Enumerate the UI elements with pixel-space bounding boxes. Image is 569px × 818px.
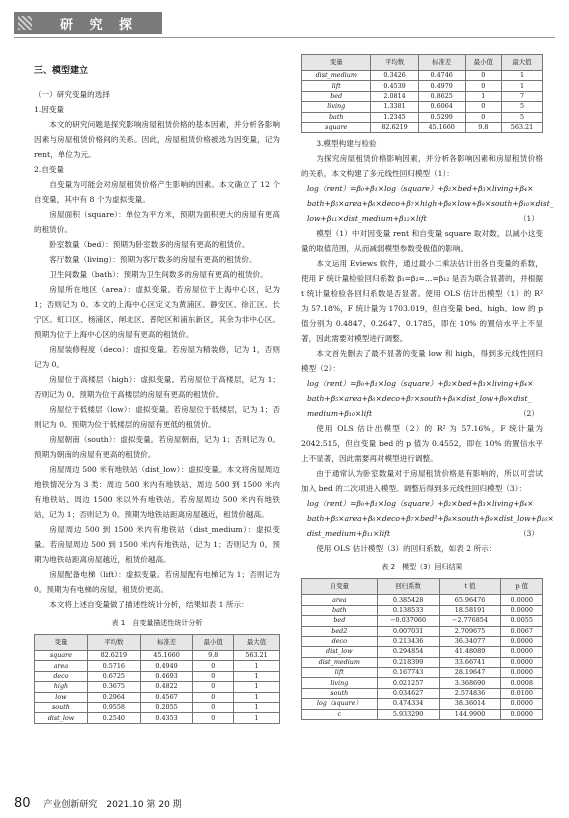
table-cell: 0.5716: [87, 661, 140, 671]
table-row: [302, 605, 543, 615]
table-cell: 0.0000: [501, 699, 543, 709]
equation-2-line: [301, 406, 543, 421]
table-cell: 0.4746: [418, 71, 465, 81]
table2: [301, 578, 543, 720]
table-row: [302, 71, 543, 81]
table-cell: area: [35, 661, 88, 671]
journal-info: 产业创新研究 2021.10 第 20 期: [43, 800, 182, 810]
table-cell: 45.1660: [140, 651, 193, 661]
table-cell: 18.58191: [439, 605, 501, 615]
table-cell: south: [302, 688, 378, 698]
table-cell: 28.19647: [439, 668, 501, 678]
table-row: [302, 636, 543, 646]
table-cell: 2.574836: [439, 688, 501, 698]
table-cell: living: [302, 102, 371, 112]
column-header: 标准差: [418, 55, 465, 71]
column-header: 回归系数: [377, 579, 439, 595]
paragraph: 房屋朝南（south）：虚拟变量。若房屋朝南，记为 1；否则记为 0。预期为朝南的房屋有更高的租赁价。: [34, 435, 280, 459]
paragraph: 房屋位于低楼层（low）：虚拟变量。若房屋位于低楼层，记为 1；否则记为 0。预期为位于低楼层的房屋有更低的租赁价。: [34, 405, 280, 429]
table-row: [302, 91, 543, 101]
header-rule: [14, 37, 555, 38]
paragraph: 房屋装修程度（deco）：虚拟变量。若房屋为精装修，记为 1，否则记为 0。: [34, 345, 280, 369]
table-cell: bed: [302, 91, 371, 101]
equation-3-line: bath+β₅×area+β₆×deco+β₇×bed²+β₈×south+β₉×dist_low+β₁₀×: [307, 514, 554, 524]
table-cell: 0.0000: [501, 636, 543, 646]
paragraph: 房屋周边 500 到 1500 米内有地铁站（dist_medium）：虚拟变量。若房屋周边 500 到 1500 米内有地铁站，记为 1；否则记为 0。预期为地铁站距离房屋越近，租赁价越高。: [34, 525, 280, 564]
table-cell: 5.933290: [377, 709, 439, 719]
table-cell: 0: [465, 102, 501, 112]
paragraph: 为探究房屋租赁价格影响因素，并分析各影响因素和房屋租赁价格的关系，本文构建了多元线性回归模型（1）：: [301, 154, 543, 179]
table-cell: 0.9558: [87, 702, 140, 712]
table-cell: −2.776854: [439, 616, 501, 626]
column-header: 最小值: [193, 635, 234, 651]
equation-number: （2）: [518, 409, 539, 419]
table-cell: 0.2540: [87, 713, 140, 723]
equation-1-line: [301, 211, 543, 226]
table-cell: 0: [193, 692, 234, 702]
table-cell: high: [35, 682, 88, 692]
table-cell: 0.0000: [501, 605, 543, 615]
subheading: 1.因变量: [34, 105, 65, 114]
equation-3-line: [301, 526, 543, 541]
table-cell: 144.9900: [439, 709, 501, 719]
table-cell: 0.8625: [418, 91, 465, 101]
paragraph: 本文运用 Eviews 软件，通过最小二乘法估计出各自变量的系数，使用 F 统计量检验回归系数 β₁=β₂=…=β₁₂ 是否为联合显著的，并根据 t 统计量检验各回归系数是否显著。使用 OLS 估计出模型（1）的 R² 为 57.18%，F 统计量为 1703.019，但自变量 bed、high、low 的 p 值分别为 0.4847、0.2647、0.1785，即在 10% 的置信水平上不显著，因此需要对模型进行调整。: [301, 259, 543, 344]
table-cell: 3.368690: [439, 678, 501, 688]
table-cell: 0.6064: [418, 102, 465, 112]
table1-continued: [301, 54, 543, 133]
column-header: 变量: [302, 55, 371, 71]
table-header-row: [302, 55, 543, 71]
paragraph: 本文首先删去了最不显著的变量 low 和 high，得到多元线性回归模型（2）：: [301, 349, 543, 374]
table-row: [302, 647, 543, 657]
table2-caption: 表 2 模型（3）回归结果: [381, 563, 463, 572]
table-cell: 38.36014: [439, 699, 501, 709]
equation-1-line: log（rent）=β₀+β₁×log（square）+β₂×bed+β₃×living+β₄×: [307, 184, 534, 194]
table-row: [35, 651, 280, 661]
table-row: [35, 661, 280, 671]
table-cell: 0.0067: [501, 626, 543, 636]
table-cell: 0.4949: [140, 661, 193, 671]
table1: [34, 634, 280, 724]
table-cell: 0: [193, 661, 234, 671]
paragraph: 房屋配备电梯（lift）：虚拟变量。若房屋配有电梯记为 1；否则记为 0。预期为有电梯的房屋，租赁价更高。: [34, 570, 280, 594]
table-cell: 0: [193, 671, 234, 681]
column-header: 变量: [35, 635, 88, 651]
table-cell: 5: [501, 102, 542, 112]
paragraph: 本文将上述自变量做了描述性统计分析，结果如表 1 所示：: [49, 600, 249, 609]
paragraph: 使用 OLS 估计出模型（2）的 R² 为 57.16%，F 统计量为 2042.515，但自变量 bed 的 p 值为 0.4552，即在 10% 的置信水平上不显著，因此需要再对模型进行调整。: [301, 424, 543, 464]
table-cell: −0.037060: [377, 616, 439, 626]
table-cell: 1: [234, 702, 280, 712]
equation-1-line: bath+β₅×area+β₆×deco+β₇×high+β₈×low+β₉×south+β₁₀×dist_: [307, 199, 554, 209]
table-row: [35, 702, 280, 712]
equation-text: dist_medium+β₁₁×lift: [307, 529, 391, 539]
table-cell: 0: [465, 81, 501, 91]
table-cell: square: [302, 122, 371, 132]
table-cell: 0.0000: [501, 595, 543, 605]
equation-3-line: log（rent）=β₀+β₁×log（square）+β₂×bed+β₃×living+β₄×: [307, 499, 534, 509]
paragraph: 自变量为可能会对房屋租赁价格产生影响的因素。本文确立了 12 个自变量，其中有 8 个为虚拟变量。: [34, 180, 280, 204]
header-pattern-icon: [18, 16, 32, 30]
table-cell: 0.0055: [501, 616, 543, 626]
column-header: p 值: [501, 579, 543, 595]
table-cell: 0.294854: [377, 647, 439, 657]
table-cell: 9.8: [193, 651, 234, 661]
table-cell: 1: [234, 692, 280, 702]
table-cell: 0.385428: [377, 595, 439, 605]
column-header: 标准差: [140, 635, 193, 651]
table-cell: c: [302, 709, 378, 719]
table-cell: 0: [193, 702, 234, 712]
table-cell: lift: [302, 668, 378, 678]
table-cell: 82.6219: [87, 651, 140, 661]
table-header-row: [35, 635, 280, 651]
paragraph: 卧室数量（bed）：预期为卧室数多的房屋有更高的租赁价。: [49, 240, 250, 249]
section-heading: 三、模型建立: [34, 66, 89, 76]
paragraph: 使用 OLS 估计模型（3）的回归系数，如表 2 所示：: [316, 544, 497, 554]
table-cell: 0: [465, 71, 501, 81]
paragraph: 房屋周边 500 米有地铁站（dist_low）：虚拟变量。本文将房屋周边地铁情况分为 3 类：周边 500 米内有地铁站、周边 500 到 1500 米内有地铁站、周边 1500 米以外有地铁站。若房屋周边 500 米内有地铁站，记为 1；否则记为 0。预期为地铁站距离房屋越近，租赁价越高。: [34, 465, 280, 519]
table-cell: 0.213436: [377, 636, 439, 646]
table-row: [302, 81, 543, 91]
table-cell: dist_medium: [302, 657, 378, 667]
table-cell: 65.96476: [439, 595, 501, 605]
subheading: 3.模型构建与检验: [316, 139, 377, 149]
page-number: 80: [14, 796, 31, 811]
table-cell: 1.3381: [371, 102, 418, 112]
table-cell: 9.8: [465, 122, 501, 132]
table-cell: 0: [193, 713, 234, 723]
table-cell: low: [35, 692, 88, 702]
paragraph: 模型（1）中对因变量 rent 和自变量 square 取对数，以减小这变量的取值范围，从而减弱模型参数受极值的影响。: [301, 229, 543, 254]
section-title: 研 究 探 索: [60, 18, 139, 52]
table-cell: 0.4353: [140, 713, 193, 723]
table-row: [35, 671, 280, 681]
paragraph: 房屋所在地区（area）：虚拟变量。若房屋位于上海中心区，记为 1；否则记为 0。本文的上海中心区定义为黄浦区、静安区、徐汇区、长宁区、虹口区、杨浦区、闸北区、普陀区和浦东新区，其余为非中心区。预期为位于上海中心区的房屋有更高的租赁价。: [34, 285, 280, 339]
table-row: [302, 699, 543, 709]
table-row: [302, 122, 543, 132]
table1-caption: 表 1 自变量描述性统计分析: [111, 619, 203, 627]
table-row: [302, 595, 543, 605]
section-header: [14, 12, 162, 52]
column-header: 平均数: [87, 635, 140, 651]
table-cell: square: [35, 651, 88, 661]
table-cell: 1: [234, 713, 280, 723]
table-cell: dist_medium: [302, 71, 371, 81]
table-cell: 0.3675: [87, 682, 140, 692]
table-cell: dist_low: [302, 647, 378, 657]
table-cell: bed2: [302, 626, 378, 636]
table-header-row: [302, 579, 543, 595]
equation-text: low+β₁₁×dist_medium+β₁₂×lift: [307, 214, 427, 224]
table-cell: 1.2345: [371, 112, 418, 122]
table-cell: 0: [465, 112, 501, 122]
table-cell: dist_low: [35, 713, 88, 723]
table-cell: 0.474334: [377, 699, 439, 709]
table-cell: 0.138533: [377, 605, 439, 615]
table-cell: 82.6219: [371, 122, 418, 132]
table-cell: 41.48089: [439, 647, 501, 657]
table-cell: 45.1660: [418, 122, 465, 132]
table-row: [302, 616, 543, 626]
table-cell: lift: [302, 81, 371, 91]
table-cell: 0.0000: [501, 668, 543, 678]
table-cell: 7: [501, 91, 542, 101]
table-cell: bath: [302, 112, 371, 122]
paragraph: 本文的研究问题是探究影响房屋租赁价格的基本因素，并分析各影响因素与房屋租赁价格间的关系。因此，房屋租赁价格被选为因变量，记为 rent，单位为元。: [34, 120, 280, 159]
table-cell: 563.21: [501, 122, 542, 132]
table-cell: 1: [501, 81, 542, 91]
table-cell: 0.4979: [418, 81, 465, 91]
table-row: [35, 682, 280, 692]
paragraph: 房屋面积（square）：单位为平方米，预期为面积更大的房屋有更高的租赁价。: [34, 210, 280, 234]
table-row: [302, 102, 543, 112]
subheading: 2.自变量: [34, 165, 65, 174]
right-column: [301, 54, 554, 720]
table-cell: 1: [501, 71, 542, 81]
table-row: [302, 626, 543, 636]
table-cell: bed: [302, 616, 378, 626]
table-cell: 563.21: [234, 651, 280, 661]
table-cell: deco: [35, 671, 88, 681]
table-cell: 0.0008: [501, 678, 543, 688]
table-row: [302, 678, 543, 688]
table-cell: south: [35, 702, 88, 712]
table-cell: 1: [234, 661, 280, 671]
table-row: [302, 657, 543, 667]
column-header: 最大值: [501, 55, 542, 71]
table-cell: 0.034627: [377, 688, 439, 698]
table-cell: 5: [501, 112, 542, 122]
table-cell: 1: [234, 682, 280, 692]
table-cell: 2.0814: [371, 91, 418, 101]
column-header: 最大值: [234, 635, 280, 651]
column-header: t 值: [439, 579, 501, 595]
table-cell: area: [302, 595, 378, 605]
table-cell: 0.0000: [501, 647, 543, 657]
equation-number: （3）: [518, 529, 539, 539]
equation-2-line: bath+β₅×area+β₆×deco+β₇×south+β₈×dist_low+β₉×dist_: [307, 394, 532, 404]
table-cell: 0.4539: [371, 81, 418, 91]
table-cell: 33.66741: [439, 657, 501, 667]
table-cell: 0.4567: [140, 692, 193, 702]
table-cell: 0.021257: [377, 678, 439, 688]
table-cell: 0.0000: [501, 709, 543, 719]
table-cell: living: [302, 678, 378, 688]
table-row: [302, 668, 543, 678]
table-cell: 0.5299: [418, 112, 465, 122]
subheading: （一）研究变量的选择: [34, 90, 110, 99]
table-cell: deco: [302, 636, 378, 646]
paragraph: 客厅数量（living）：预期为客厅数多的房屋有更高的租赁价。: [49, 255, 257, 264]
table-cell: 0.4693: [140, 671, 193, 681]
column-header: 自变量: [302, 579, 378, 595]
table-cell: 0.3426: [371, 71, 418, 81]
table-row: [35, 713, 280, 723]
table-row: [302, 688, 543, 698]
column-header: 最小值: [465, 55, 501, 71]
table-row: [302, 112, 543, 122]
table-cell: 0.007031: [377, 626, 439, 636]
table-cell: 0.0000: [501, 657, 543, 667]
table-cell: 0.2055: [140, 702, 193, 712]
table-cell: 0.4822: [140, 682, 193, 692]
table-cell: 0.0100: [501, 688, 543, 698]
table-cell: 0: [193, 682, 234, 692]
table-row: [35, 692, 280, 702]
table-cell: bath: [302, 605, 378, 615]
table-cell: log（square）: [302, 699, 378, 709]
paragraph: 卫生间数量（bath）：预期为卫生间数多的房屋有更高的租赁价。: [49, 270, 268, 279]
table-cell: 36.34077: [439, 636, 501, 646]
column-header: 平均数: [371, 55, 418, 71]
page-footer: [14, 796, 182, 811]
equation-number: （1）: [518, 214, 539, 224]
table-cell: 0.167743: [377, 668, 439, 678]
equation-text: medium+β₁₀×lift: [307, 409, 372, 419]
table-cell: 1: [465, 91, 501, 101]
equation-2-line: log（rent）=β₀+β₁×log（square）+β₂×bed+β₃×living+β₄×: [307, 379, 534, 389]
paragraph: 由于通常认为卧室数量对于房屋租赁价格是有影响的，所以可尝试加入 bed 的二次项进入模型。调整后得到多元线性回归模型（3）：: [301, 469, 543, 494]
left-column: [34, 60, 280, 724]
table-cell: 2.709675: [439, 626, 501, 636]
table-cell: 0.6725: [87, 671, 140, 681]
paragraph: 房屋位于高楼层（high）：虚拟变量。若房屋位于高楼层，记为 1；否则记为 0。预期为位于高楼层的房屋有更高的租赁价。: [34, 375, 280, 399]
table-cell: 0.218399: [377, 657, 439, 667]
table-row: [302, 709, 543, 719]
table-cell: 1: [234, 671, 280, 681]
table-cell: 0.2964: [87, 692, 140, 702]
